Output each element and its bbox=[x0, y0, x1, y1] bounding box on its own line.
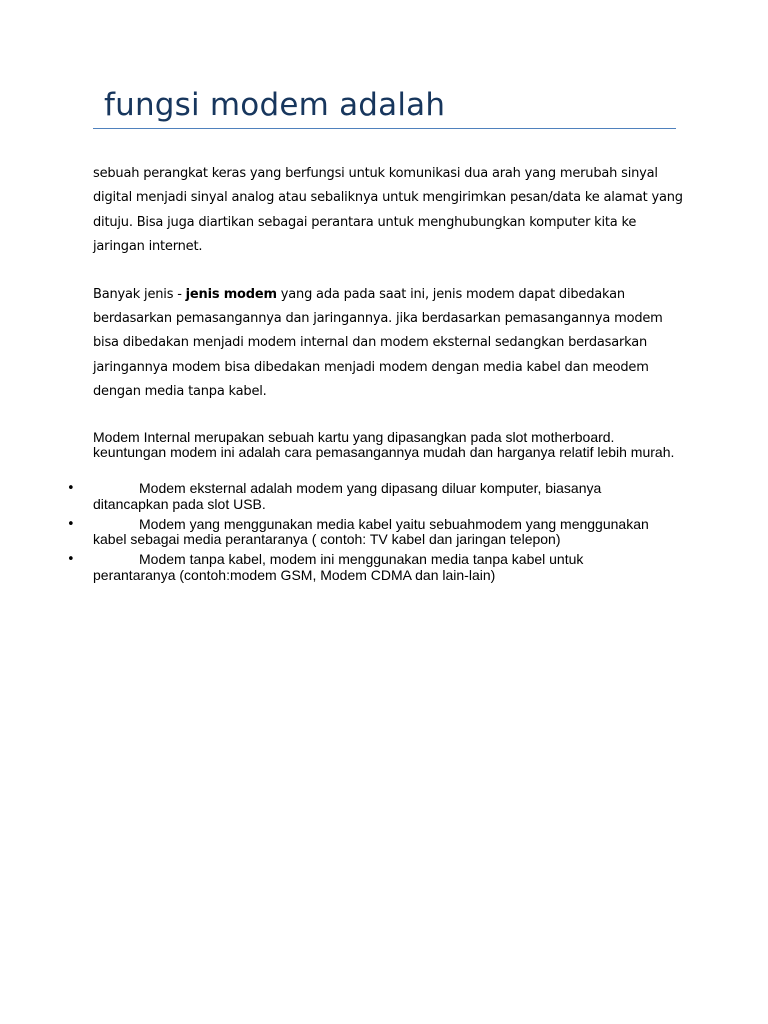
bullet-icon: • bbox=[67, 481, 75, 496]
bullet-icon: • bbox=[67, 552, 75, 568]
bullet-text-modem-kabel: Modem yang menggunakan media kabel yaitu sebuahmodem yang menggunakan kabel sebagai media perantaranya ( contoh: TV kabel dan jaringan telepon) bbox=[93, 515, 649, 548]
paragraph-modem-types-rest: yang ada pada saat ini, jenis modem dapat dibedakan berdasarkan pemasangannya dan jaringannya. jika berdasarkan pemasangannya modem bisa dibedakan menjadi modem internal dan modem eksternal sedangkan berdasarkan jaringannya modem bisa dibedakan menjadi modem dengan media kabel dan meodem dengan media tanpa kabel. bbox=[93, 287, 663, 399]
bullet-icon: • bbox=[67, 516, 75, 532]
modem-types-bullet-list bbox=[0, 481, 768, 588]
paragraph-definition: sebuah perangkat keras yang berfungsi untuk komunikasi dua arah yang merubah sinyal digital menjadi sinyal analog atau sebaliknya untuk mengirimkan pesan/data ke alamat yang dituju. Bisa juga diartikan sebagai perantara untuk menghubungkan komputer kita ke jaringan internet. bbox=[93, 166, 683, 254]
paragraph-modem-types-bold: jenis modem bbox=[185, 287, 277, 302]
page-title: fungsi modem adalah bbox=[104, 87, 446, 123]
list-item bbox=[0, 552, 663, 584]
bullet-text-modem-tanpa-kabel: Modem tanpa kabel, modem ini menggunakan media tanpa kabel untuk perantaranya (contoh:modem GSM, Modem CDMA dan lain-lain) bbox=[93, 551, 584, 583]
paragraph-modem-types-lead: Banyak jenis - bbox=[93, 287, 186, 302]
list-item bbox=[0, 517, 663, 549]
list-item bbox=[0, 481, 663, 513]
paragraph-modem-internal: Modem Internal merupakan sebuah kartu yang dipasangkan pada slot motherboard. keuntungan modem ini adalah cara pemasangannya mudah dan harganya relatif lebih murah. bbox=[93, 429, 675, 460]
bullet-text-modem-eksternal: Modem eksternal adalah modem yang dipasang diluar komputer, biasanya ditancapkan pada slot USB. bbox=[93, 480, 602, 512]
paragraph-modem-types bbox=[93, 283, 683, 404]
title-underline-rule bbox=[93, 128, 676, 129]
